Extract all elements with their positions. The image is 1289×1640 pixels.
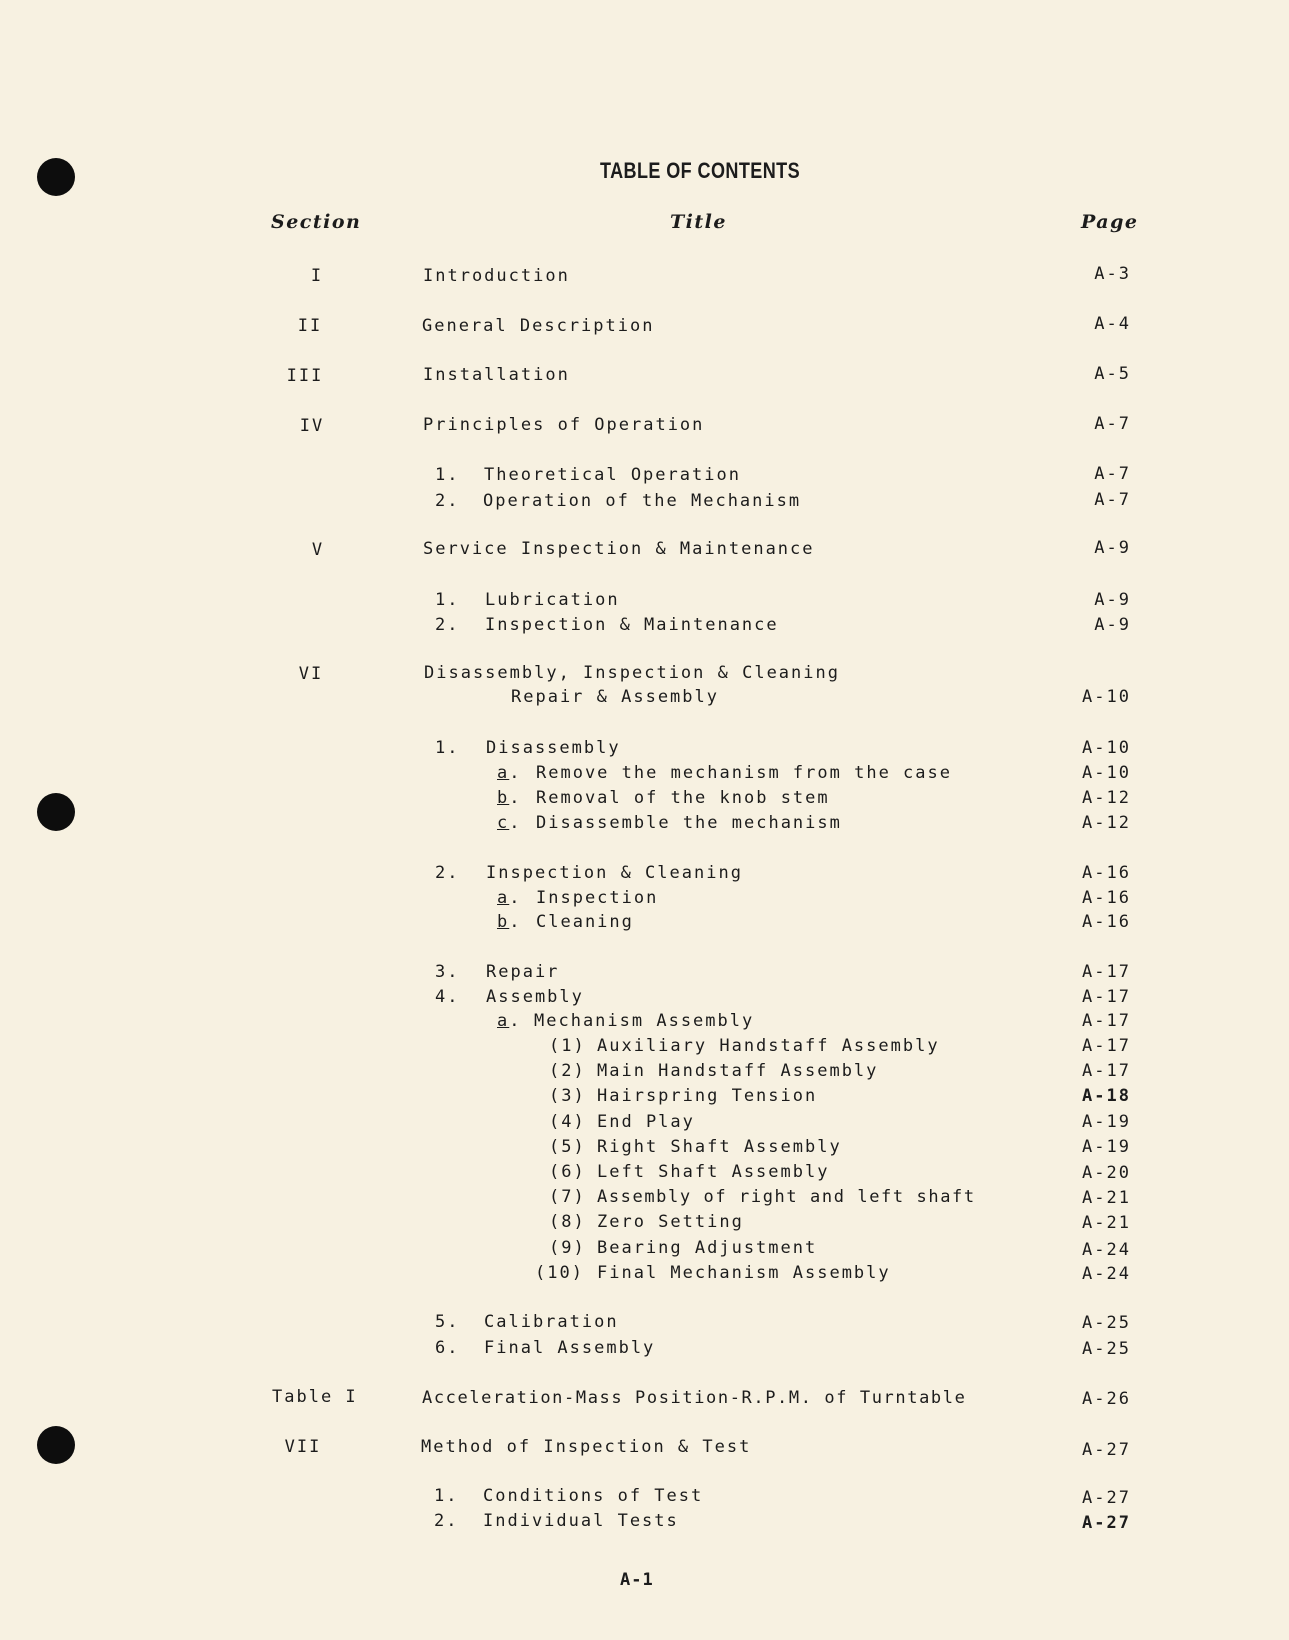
toc-entry-page: A-7 xyxy=(1094,464,1131,484)
toc-entry-page: A-16 xyxy=(1082,912,1131,932)
toc-entry-title: General Description xyxy=(422,316,655,336)
toc-entry-page: A-19 xyxy=(1082,1137,1131,1157)
toc-entry-page: A-24 xyxy=(1082,1264,1131,1284)
toc-item-number: 2. xyxy=(434,1511,459,1531)
toc-item-number: 2. xyxy=(435,615,460,635)
toc-entry-title: Assembly xyxy=(486,987,584,1007)
toc-entry-page: A-19 xyxy=(1082,1112,1131,1132)
toc-item-number: 3. xyxy=(435,962,460,982)
toc-item-number: 6. xyxy=(435,1338,460,1358)
toc-entry-title: Disassembly, Inspection & Cleaning xyxy=(424,663,840,683)
section-column-header: Section xyxy=(271,211,362,233)
toc-subitem-letter: a. xyxy=(497,1011,522,1031)
toc-section-number: V xyxy=(311,540,325,560)
toc-subitem-number: (6) xyxy=(549,1162,586,1182)
toc-subitem-number: (8) xyxy=(549,1212,586,1232)
toc-subitem-number: (2) xyxy=(549,1061,586,1081)
toc-entry-page: A-25 xyxy=(1082,1313,1131,1333)
toc-entry-title: Operation of the Mechanism xyxy=(483,491,802,511)
toc-entry-title: Conditions of Test xyxy=(483,1486,704,1506)
toc-subitem-letter: b. xyxy=(497,788,522,808)
toc-entry-page: A-27 xyxy=(1082,1440,1131,1460)
toc-section-number: IV xyxy=(299,416,325,436)
toc-section-number: II xyxy=(297,316,323,336)
toc-item-number: 1. xyxy=(435,738,460,758)
toc-entry-page: A-10 xyxy=(1082,687,1131,707)
toc-entry-title: Cleaning xyxy=(536,912,634,932)
toc-entry-page: A-26 xyxy=(1082,1389,1131,1409)
toc-entry-page: A-7 xyxy=(1094,490,1131,510)
toc-item-number: 5. xyxy=(435,1312,460,1332)
toc-entry-title: Acceleration-Mass Position-R.P.M. of Turntable xyxy=(422,1388,967,1408)
toc-entry-page: A-4 xyxy=(1094,314,1131,334)
toc-entry-page: A-9 xyxy=(1094,615,1131,635)
toc-entry-title: Disassembly xyxy=(486,738,621,758)
toc-item-number: 1. xyxy=(435,590,460,610)
toc-entry-title: Zero Setting xyxy=(597,1212,744,1232)
toc-entry-title: Final Mechanism Assembly xyxy=(597,1263,891,1283)
toc-entry-page: A-17 xyxy=(1082,1011,1131,1031)
toc-entry-page: A-16 xyxy=(1082,863,1131,883)
toc-entry-title: Mechanism Assembly xyxy=(534,1011,755,1031)
toc-section-number: VII xyxy=(284,1437,322,1457)
toc-item-number: 1. xyxy=(435,465,460,485)
toc-entry-page: A-17 xyxy=(1082,962,1131,982)
toc-entry-title: Inspection & Maintenance xyxy=(485,615,779,635)
toc-item-number: 2. xyxy=(435,491,460,511)
toc-item-number: 1. xyxy=(434,1486,459,1506)
toc-section-number: VI xyxy=(298,664,324,684)
toc-entry-page: A-17 xyxy=(1082,1061,1131,1081)
toc-entry-page: A-20 xyxy=(1082,1163,1131,1183)
page-column-header: Page xyxy=(1081,211,1139,233)
toc-entry-title: Removal of the knob stem xyxy=(536,788,830,808)
toc-section-number: III xyxy=(286,366,324,386)
toc-entry-title: Assembly of right and left shaft xyxy=(597,1187,976,1207)
toc-entry-title: Disassemble the mechanism xyxy=(536,813,842,833)
toc-subitem-number: (3) xyxy=(549,1086,586,1106)
toc-entry-title: Hairspring Tension xyxy=(597,1086,818,1106)
toc-entry-title: Method of Inspection & Test xyxy=(421,1437,752,1457)
toc-subitem-number: (5) xyxy=(549,1137,586,1157)
toc-subitem-number: (7) xyxy=(549,1187,586,1207)
toc-entry-title: Left Shaft Assembly xyxy=(597,1162,830,1182)
binder-hole-middle xyxy=(37,793,75,831)
toc-entry-page: A-5 xyxy=(1094,364,1131,384)
toc-entry-title: Theoretical Operation xyxy=(484,465,741,485)
page-title: TABLE OF CONTENTS xyxy=(599,158,801,183)
toc-entry-title: Main Handstaff Assembly xyxy=(597,1061,879,1081)
toc-entry-page: A-25 xyxy=(1082,1339,1131,1359)
toc-subitem-letter: b. xyxy=(497,912,522,932)
toc-entry-title: Individual Tests xyxy=(483,1511,679,1531)
toc-entry-page: A-9 xyxy=(1094,538,1131,558)
toc-item-number: 2. xyxy=(435,863,460,883)
toc-entry-title: Repair xyxy=(486,962,560,982)
toc-table-label: Table I xyxy=(272,1387,358,1407)
toc-entry-page: A-17 xyxy=(1082,987,1131,1007)
toc-entry-page: A-27 xyxy=(1082,1488,1131,1508)
toc-entry-title: Final Assembly xyxy=(484,1338,656,1358)
toc-entry-page: A-9 xyxy=(1094,590,1131,610)
toc-subitem-number: (10) xyxy=(535,1263,584,1283)
toc-entry-page: A-17 xyxy=(1082,1036,1131,1056)
binder-hole-bottom xyxy=(37,1426,75,1464)
toc-entry-title-continued: Repair & Assembly xyxy=(511,687,719,707)
toc-entry-page: A-7 xyxy=(1094,414,1131,434)
binder-hole-top xyxy=(37,158,75,196)
toc-entry-page: A-3 xyxy=(1094,264,1131,284)
toc-entry-title: Lubrication xyxy=(485,590,620,610)
toc-entry-title: Introduction xyxy=(423,266,570,286)
toc-section-number: I xyxy=(310,266,324,286)
toc-entry-title: Inspection xyxy=(536,888,659,908)
toc-subitem-letter: a. xyxy=(497,888,522,908)
toc-subitem-letter: a. xyxy=(497,763,522,783)
toc-entry-page: A-12 xyxy=(1082,813,1131,833)
toc-entry-title: Bearing Adjustment xyxy=(597,1238,818,1258)
toc-subitem-number: (4) xyxy=(549,1112,586,1132)
toc-entry-title: End Play xyxy=(597,1112,695,1132)
toc-entry-page: A-18 xyxy=(1082,1086,1131,1106)
toc-entry-title: Calibration xyxy=(484,1312,619,1332)
toc-entry-page: A-10 xyxy=(1082,763,1131,783)
toc-entry-title: Remove the mechanism from the case xyxy=(536,763,952,783)
toc-entry-page: A-10 xyxy=(1082,738,1131,758)
toc-entry-title: Service Inspection & Maintenance xyxy=(423,539,815,559)
toc-entry-page: A-21 xyxy=(1082,1213,1131,1233)
toc-subitem-letter: c. xyxy=(497,813,522,833)
toc-entry-page: A-27 xyxy=(1082,1513,1131,1533)
toc-entry-title: Auxiliary Handstaff Assembly xyxy=(597,1036,940,1056)
toc-entry-title: Principles of Operation xyxy=(423,415,705,435)
toc-entry-title: Inspection & Cleaning xyxy=(486,863,743,883)
title-column-header: Title xyxy=(670,211,727,233)
toc-entry-page: A-12 xyxy=(1082,788,1131,808)
toc-subitem-number: (1) xyxy=(549,1036,586,1056)
page-number: A-1 xyxy=(620,1570,654,1590)
toc-entry-title: Right Shaft Assembly xyxy=(597,1137,842,1157)
toc-entry-page: A-21 xyxy=(1082,1188,1131,1208)
toc-subitem-number: (9) xyxy=(549,1238,586,1258)
toc-entry-page: A-24 xyxy=(1082,1240,1131,1260)
toc-item-number: 4. xyxy=(435,987,460,1007)
toc-entry-page: A-16 xyxy=(1082,888,1131,908)
toc-entry-title: Installation xyxy=(423,365,570,385)
